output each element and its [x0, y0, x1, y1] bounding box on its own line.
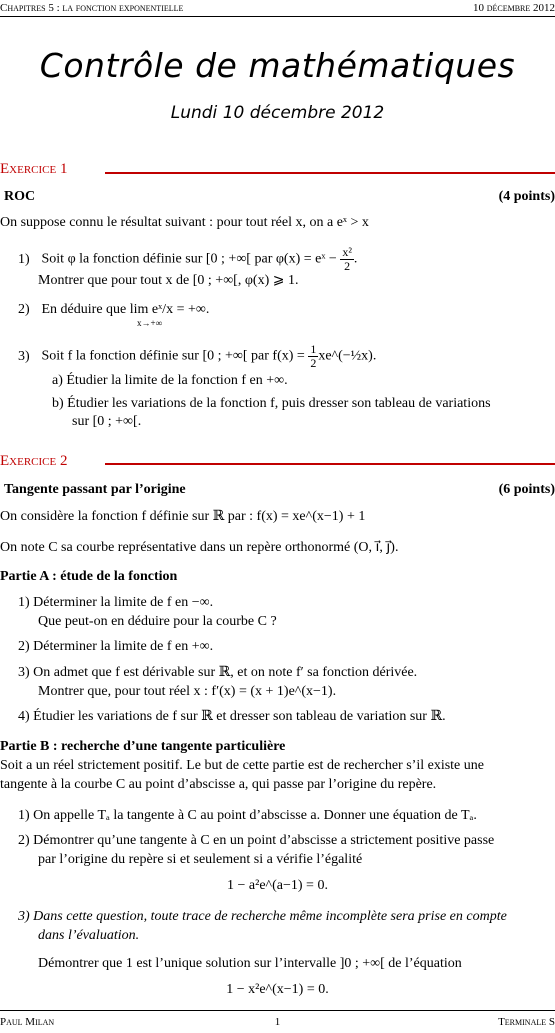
exercise-1-rule — [105, 172, 555, 174]
ex2-b3b: dans l’évaluation. — [38, 928, 140, 943]
ex1-q3-end: xe^(−½x). — [318, 348, 377, 364]
ex1-q3-fraction — [308, 343, 318, 370]
footer-page-number: 1 — [274, 1016, 281, 1028]
ex2-partA-title: Partie A : étude de la fonction — [0, 569, 178, 584]
header-left: Chapitres 5 : la fonction exponentielle — [0, 2, 184, 14]
ex1-q3-text: Soit f la fonction définie sur [0 ; +∞[ par f(x) = — [41, 348, 305, 364]
ex2-a1b: Que peut-on en déduire pour la courbe C ? — [38, 614, 277, 629]
ex1-q1-frac-den: 2 — [344, 259, 351, 273]
ex1-q2 — [18, 302, 209, 318]
ex2-a4: 4) Étudier les variations de f sur ℝ et dresser son tableau de variation sur ℝ. — [18, 709, 446, 724]
ex2-b2-equation: 1 − a²e^(a−1) = 0. — [227, 878, 328, 893]
ex2-points: (6 points) — [498, 482, 555, 497]
ex1-q1-text: Soit φ la fonction définie sur [0 ; +∞[ par φ(x) = eˣ − — [41, 251, 337, 267]
ex1-qb: b) Étudier les variations de la fonction f, puis dresser son tableau de variations — [52, 396, 491, 411]
footer-author: Paul Milan — [0, 1016, 55, 1028]
ex1-subtitle: ROC — [4, 189, 36, 204]
exercise-2-title: Exercice 2 — [0, 453, 68, 469]
header-right: 10 décembre 2012 — [472, 2, 555, 14]
ex1-q1 — [18, 246, 357, 273]
page-subtitle: Lundi 10 décembre 2012 — [170, 103, 385, 123]
ex1-q1-end: . — [353, 251, 358, 267]
ex2-a3: 3) On admet que f est dérivable sur ℝ, et on note f′ sa fonction dérivée. — [18, 665, 418, 680]
ex1-q3-frac-num: 1 — [310, 342, 317, 356]
ex1-q2-text: En déduire que lim eˣ/x = +∞. — [41, 302, 210, 317]
ex2-b2: 2) Démontrer qu’une tangente à C en un point d’abscisse a strictement positive passe — [18, 833, 495, 848]
ex2-b-intro-1: Soit a un réel strictement positif. Le but de cette partie est de rechercher s’il existe une — [0, 758, 484, 773]
ex1-q3 — [18, 343, 376, 370]
ex2-b1: 1) On appelle Tₐ la tangente à C au point d’abscisse a. Donner une équation de Tₐ. — [18, 808, 477, 823]
ex1-q1b: Montrer que pour tout x de [0 ; +∞[, φ(x) ⩾ 1. — [38, 273, 299, 288]
ex1-q1-fraction — [340, 246, 354, 273]
ex2-b3: 3) Dans cette question, toute trace de recherche même incomplète sera prise en compte — [18, 909, 507, 924]
ex1-q1-num: 1) — [18, 251, 30, 267]
ex1-q1-frac-num: x² — [342, 245, 352, 259]
ex2-intro-1: On considère la fonction f définie sur ℝ par : f(x) = xe^(x−1) + 1 — [0, 509, 366, 524]
page-title: Contrôle de mathématiques — [39, 46, 516, 85]
ex2-intro-2: On note C sa courbe représentative dans un repère orthonormé (O, i⃗, j⃗). — [0, 540, 399, 555]
ex1-q2-num: 2) — [18, 302, 30, 317]
ex1-qa: a) Étudier la limite de la fonction f en +∞. — [52, 373, 288, 388]
ex2-b3-equation: 1 − x²e^(x−1) = 0. — [226, 982, 329, 997]
ex2-b3c: Démontrer que 1 est l’unique solution sur l’intervalle ]0 ; +∞[ de l’équation — [38, 956, 462, 971]
exercise-2-rule — [105, 463, 555, 465]
ex2-a2: 2) Déterminer la limite de f en +∞. — [18, 639, 214, 654]
footer-class: Terminale S — [498, 1016, 555, 1028]
ex2-partB-title: Partie B : recherche d’une tangente particulière — [0, 739, 286, 754]
ex1-q3-num: 3) — [18, 348, 30, 364]
ex2-b2b: par l’origine du repère si et seulement si a vérifie l’égalité — [38, 852, 363, 867]
footer-rule — [0, 1010, 555, 1011]
ex2-subtitle: Tangente passant par l’origine — [4, 482, 186, 497]
ex1-intro: On suppose connu le résultat suivant : pour tout réel x, on a eˣ > x — [0, 215, 369, 230]
header-rule — [0, 16, 555, 17]
ex1-qb-2: sur [0 ; +∞[. — [72, 414, 142, 429]
exercise-1-title: Exercice 1 — [0, 161, 68, 177]
ex1-q3-frac-den: 2 — [310, 356, 317, 370]
ex1-q2-limit-sub: x→+∞ — [137, 318, 162, 328]
ex1-points: (4 points) — [498, 189, 555, 204]
ex2-a3b: Montrer que, pour tout réel x : f′(x) = (x + 1)e^(x−1). — [38, 684, 337, 699]
ex2-b-intro-2: tangente à la courbe C au point d’abscisse a, qui passe par l’origine du repère. — [0, 777, 437, 792]
ex2-a1: 1) Déterminer la limite de f en −∞. — [18, 595, 214, 610]
